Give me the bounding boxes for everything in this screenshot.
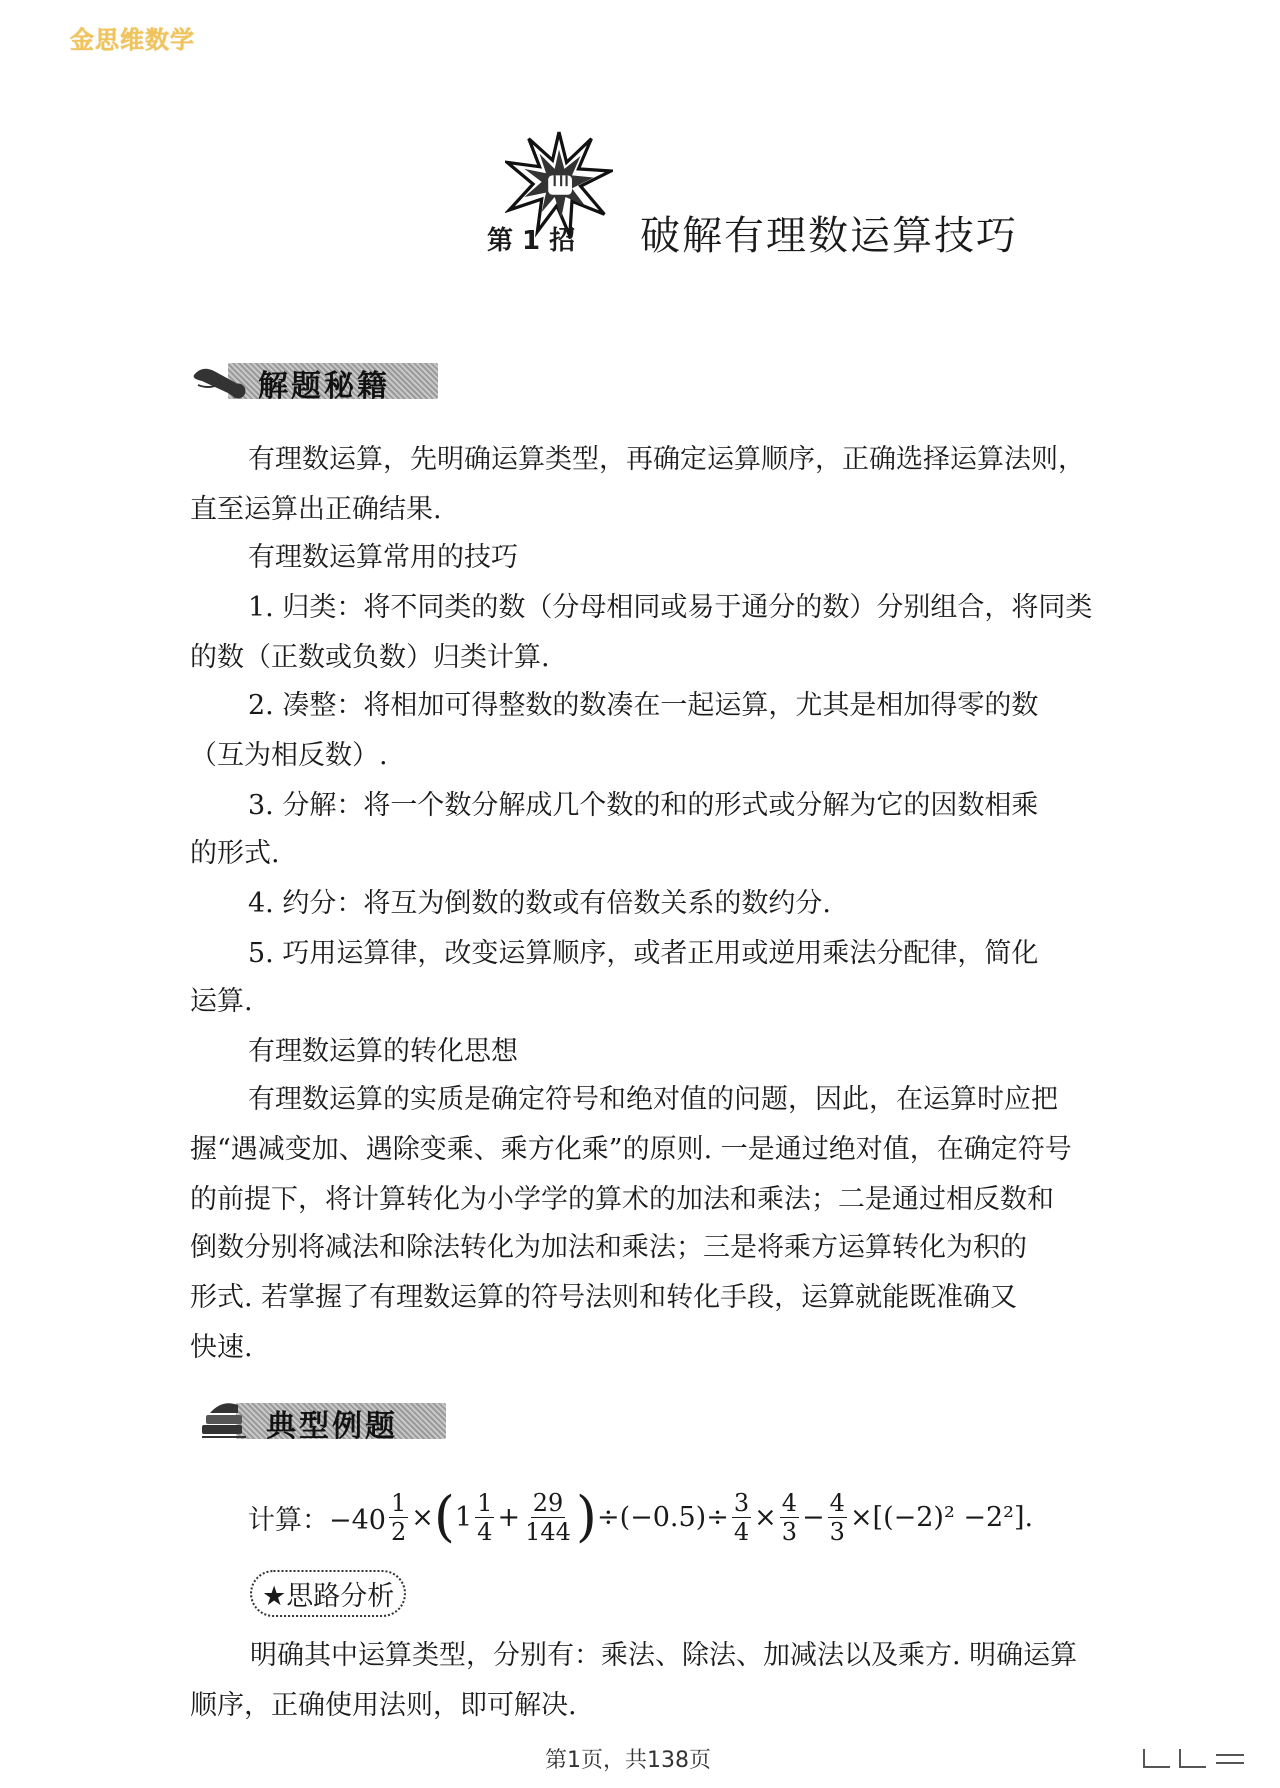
numerator: 4 bbox=[781, 1488, 798, 1517]
scroll-icon bbox=[188, 355, 256, 401]
expr-middle: ÷(−0.5)÷ bbox=[596, 1501, 729, 1533]
text-line: 有理数运算常用的技巧 bbox=[248, 542, 518, 573]
text-line: 的数（正数或负数）归类计算. bbox=[190, 642, 550, 673]
text-line: 的形式. bbox=[190, 838, 280, 869]
text-line: 顺序，正确使用法则，即可解决. bbox=[190, 1690, 577, 1721]
text-line: 4. 约分：将互为倒数的数或有倍数关系的数约分. bbox=[248, 888, 831, 919]
numerator: 1 bbox=[390, 1488, 407, 1517]
text-line: 有理数运算的实质是确定符号和绝对值的问题，因此，在运算时应把 bbox=[248, 1084, 1058, 1115]
expr-tail: ×[(−2)² −2²]. bbox=[849, 1501, 1034, 1533]
section-heading-text: 典型例题 bbox=[266, 1409, 398, 1444]
denominator: 4 bbox=[733, 1517, 750, 1546]
corner-marks-icon bbox=[1140, 1745, 1250, 1771]
text-line: 5. 巧用运算律，改变运算顺序，或者正用或逆用乘法分配律，简化 bbox=[248, 938, 1039, 969]
right-paren: ) bbox=[575, 1485, 597, 1548]
section-heading-text: 解题秘籍 bbox=[258, 369, 390, 404]
operator: − bbox=[802, 1501, 825, 1533]
chapter-title: 破解有理数运算技巧 bbox=[640, 213, 1018, 259]
text-line: 快速. bbox=[190, 1332, 253, 1363]
denominator: 3 bbox=[829, 1517, 845, 1546]
operator: × bbox=[754, 1501, 777, 1533]
text-line: 握“遇减变加、遇除变乘、乘方化乘”的原则. 一是通过绝对值，在确定符号 bbox=[190, 1134, 1072, 1165]
books-icon bbox=[196, 1395, 264, 1441]
numerator: 29 bbox=[532, 1488, 564, 1517]
expr-prefix: 计算：−40 bbox=[248, 1504, 386, 1536]
operator: × bbox=[411, 1501, 434, 1533]
text-line: 1. 归类：将不同类的数（分母相同或易于通分的数）分别组合，将同类 bbox=[248, 592, 1093, 623]
page-indicator: 第1页，共138页 bbox=[545, 1748, 711, 1773]
fraction bbox=[523, 1489, 573, 1546]
left-paren: ( bbox=[433, 1485, 455, 1548]
numerator: 3 bbox=[733, 1488, 750, 1517]
fraction bbox=[780, 1489, 799, 1546]
fraction bbox=[732, 1489, 751, 1546]
text-line: 明确其中运算类型，分别有：乘法、除法、加减法以及乘方. 明确运算 bbox=[250, 1640, 1078, 1671]
fraction bbox=[828, 1489, 847, 1546]
denominator: 4 bbox=[477, 1517, 493, 1546]
fraction bbox=[475, 1489, 494, 1546]
text-line: 倒数分别将减法和除法转化为加法和乘法；三是将乘方运算转化为积的 bbox=[190, 1232, 1027, 1263]
text-line: 直至运算出正确结果. bbox=[190, 494, 442, 525]
numerator: 1 bbox=[477, 1488, 493, 1517]
text-line: 有理数运算的转化思想 bbox=[248, 1036, 518, 1067]
text-line: （互为相反数）. bbox=[190, 740, 388, 771]
analysis-badge: ★思路分析 bbox=[250, 1570, 406, 1617]
denominator: 2 bbox=[390, 1517, 407, 1546]
text-line: 形式. 若掌握了有理数运算的符号法则和转化手段，运算就能既准确又 bbox=[190, 1282, 1018, 1313]
section-heading-examples bbox=[196, 1395, 446, 1444]
mixed-whole: 1 bbox=[454, 1501, 473, 1533]
example-expression bbox=[248, 1482, 1033, 1552]
text-line: 2. 凑整：将相加可得整数的数凑在一起运算，尤其是相加得零的数 bbox=[248, 690, 1039, 721]
text-line: 的前提下，将计算转化为小学学的算术的加法和乘法；二是通过相反数和 bbox=[190, 1184, 1054, 1215]
text-line: 3. 分解：将一个数分解成几个数的和的形式或分解为它的因数相乘 bbox=[248, 790, 1039, 821]
analysis-label bbox=[250, 1570, 406, 1617]
denominator: 144 bbox=[525, 1517, 571, 1546]
text-line: 运算. bbox=[190, 986, 253, 1017]
text-line: 有理数运算，先明确运算类型，再确定运算顺序，正确选择运算法则， bbox=[248, 444, 1085, 475]
denominator: 3 bbox=[781, 1517, 798, 1546]
chapter-number: 第 1 招 bbox=[487, 226, 576, 256]
fraction bbox=[389, 1489, 408, 1546]
section-heading-tips bbox=[188, 355, 438, 404]
operator: + bbox=[497, 1501, 521, 1533]
watermark-logo: 金思维数学 bbox=[70, 26, 195, 54]
numerator: 4 bbox=[829, 1488, 845, 1517]
